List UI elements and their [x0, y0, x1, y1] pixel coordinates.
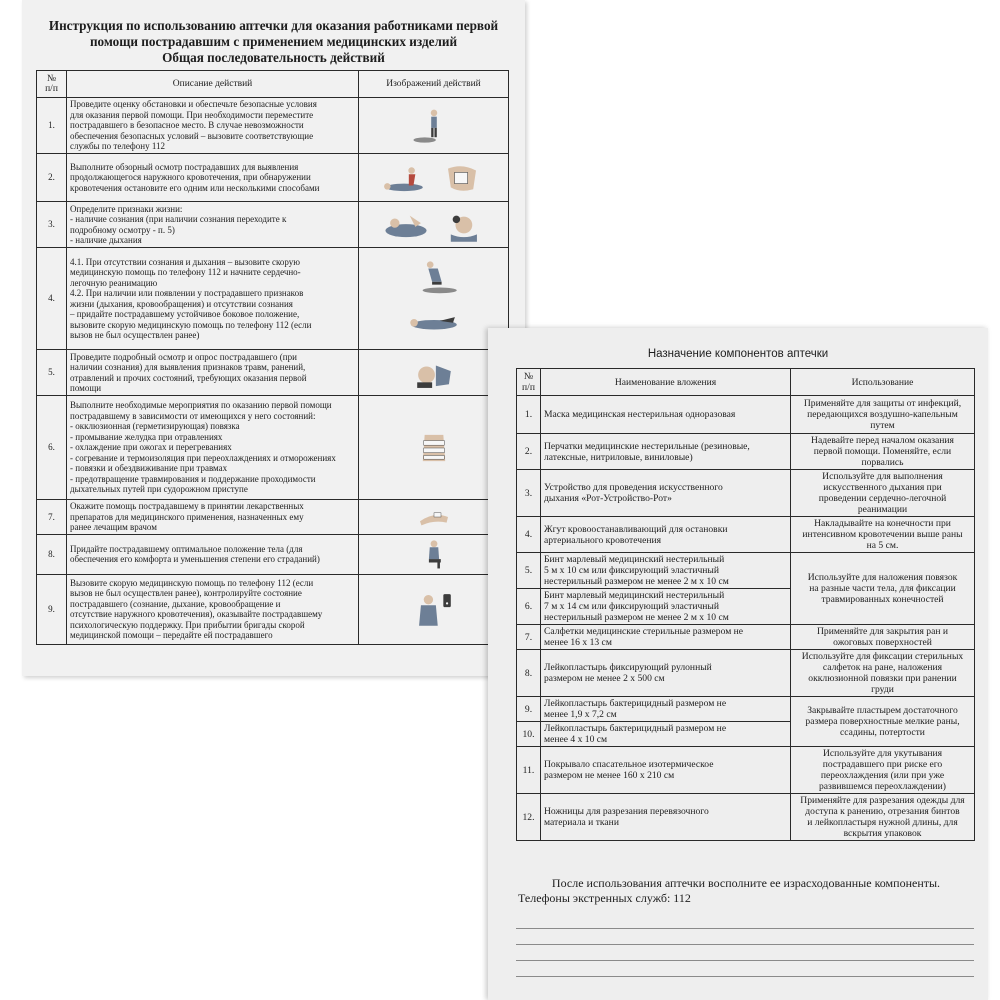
description-line: Окажите помощь пострадавшему в принятии лекарственных — [70, 501, 304, 511]
action-description — [67, 154, 359, 202]
name-line: Бинт марлевый медицинский нестерильный — [544, 590, 725, 601]
action-illustration — [359, 350, 509, 396]
description-line: отравлений и прочих состояний, требующих оказания первой — [70, 372, 307, 383]
component-name — [541, 722, 791, 747]
component-row — [517, 794, 975, 841]
header-use: Использование — [791, 369, 975, 396]
usage-line: интенсивном кровотечении выше раны — [802, 529, 963, 540]
name-line: Перчатки медицинские нестерильные (резиновые, — [544, 440, 750, 452]
action-row — [37, 396, 509, 500]
description-line: медицинскую помощь по телефону 112 и начните сердечно- — [70, 267, 301, 277]
sheet2-title: Назначение компонентов аптечки — [647, 348, 829, 360]
description-line: препаратов для медицинского применения, назначенных ему — [70, 511, 304, 522]
usage-line: Применяйте для закрытия ран и — [816, 626, 948, 637]
action-row — [37, 574, 509, 644]
component-usage — [791, 470, 975, 517]
action-row — [37, 534, 509, 574]
name-line: материала и ткани — [544, 817, 619, 828]
name-line: Покрывало спасательное изотермическое — [544, 759, 714, 770]
fill-line — [516, 944, 974, 945]
medicine-hand-figure — [406, 503, 462, 531]
description-line: - наличие сознания (при наличии сознания переходите к — [70, 214, 287, 224]
action-description — [67, 350, 359, 396]
component-row — [517, 470, 975, 517]
description-line: пострадавшего в безопасное место. В случае невозможности — [70, 120, 304, 131]
component-row — [517, 747, 975, 794]
component-name — [541, 697, 791, 722]
action-number: 7. — [37, 500, 67, 535]
action-number: 6. — [37, 396, 67, 500]
description-line: отсутствие наружного кровотечения), оказывайте пострадавшему — [70, 609, 323, 619]
name-line: Лейкопластырь бактерицидный размером не — [544, 723, 727, 734]
description-line: ранее лечащим врачом — [70, 522, 157, 532]
actions-header-row — [37, 71, 509, 98]
action-illustration — [359, 98, 509, 154]
action-description — [67, 534, 359, 574]
action-description — [67, 396, 359, 500]
description-line: - повязки и обездвиживание при травмах — [70, 463, 228, 474]
component-usage — [791, 625, 975, 650]
header-desc: Описание действий — [67, 71, 359, 98]
header-num-line: № — [46, 73, 57, 84]
description-line: пострадавшему в зависимости от имеющихся у него состояний: — [70, 410, 316, 421]
name-line: латексные, нитриловые, виниловые) — [544, 451, 693, 463]
component-number: 10. — [517, 722, 541, 747]
head-examination-figure — [406, 354, 462, 392]
usage-line: Применяйте для защиты от инфекций, — [803, 398, 962, 409]
description-line: службы по телефону 112 — [70, 141, 165, 152]
description-line: продолжающегося наружного кровотечения, при обнаружении — [70, 172, 311, 183]
usage-line: ожоговых поверхностей — [833, 637, 932, 648]
name-line: менее 1,9 х 7,2 см — [544, 709, 617, 720]
component-number: 3. — [517, 470, 541, 517]
bleeding-check-figure — [378, 159, 434, 197]
components-table — [516, 368, 975, 841]
action-illustration — [359, 202, 509, 248]
usage-line: вскрытия упаковок — [843, 828, 922, 839]
component-row — [517, 434, 975, 470]
component-usage — [791, 794, 975, 841]
usage-line: порвались — [861, 457, 904, 468]
component-usage — [791, 650, 975, 697]
usage-line: первой помощи. Поменяйте, если — [813, 446, 952, 457]
action-illustration — [359, 574, 509, 644]
component-number: 9. — [517, 697, 541, 722]
header-num-line: № — [523, 371, 534, 382]
description-line: подробному осмотру - п. 5) — [70, 224, 175, 235]
action-row — [37, 202, 509, 248]
description-line: кровотечения остановите его одним или несколькими способами — [70, 182, 320, 193]
name-line: 7 м х 14 см или фиксирующий эластичный — [544, 601, 720, 612]
component-name — [541, 470, 791, 517]
header-num-line: п/п — [45, 84, 58, 94]
description-line: 4.2. При наличии или появлении у пострадавшего признаков — [70, 288, 304, 298]
kit-components-sheet — [488, 328, 988, 1000]
component-name — [541, 650, 791, 697]
name-line: дыхания «Рот-Устройство-Рот» — [544, 493, 672, 504]
action-illustration — [359, 534, 509, 574]
name-line: Лейкопластырь фиксирующий рулонный — [544, 662, 712, 673]
name-line: артериального кровотечения — [544, 534, 662, 546]
name-line: Салфетки медицинские стерильные размером не — [544, 626, 744, 637]
name-line: Жгут кровоостанавливающий для остановки — [544, 523, 728, 535]
usage-line: ссадины, потертости — [840, 727, 925, 738]
action-row — [37, 248, 509, 350]
emergency-phones: Телефоны экстренных служб: 112 — [518, 891, 691, 905]
description-line: Проведите подробный осмотр и опрос пострадавшего (при — [70, 351, 297, 362]
name-line: нестерильный размером не менее 2 м х 10 см — [544, 612, 729, 623]
description-line: Проведите оценку обстановки и обеспечьте безопасные условия — [70, 99, 317, 110]
action-illustration — [359, 154, 509, 202]
action-description — [67, 248, 359, 350]
name-line: размером не менее 2 х 500 см — [544, 673, 665, 684]
component-number: 5. — [517, 553, 541, 589]
description-line: для оказания первой помощи. При необходимости переместите — [70, 109, 314, 120]
header-num — [37, 71, 67, 98]
usage-line: окклюзионной повязки при ранении — [808, 673, 957, 684]
usage-line: размера поверхностные мелкие раны, — [805, 716, 960, 727]
component-name — [541, 434, 791, 470]
usage-line: Используйте для укутывания — [822, 748, 943, 759]
component-usage — [791, 697, 975, 747]
usage-line: груди — [871, 684, 894, 695]
action-description — [67, 574, 359, 644]
pressure-bandage-figure — [434, 159, 490, 197]
bandaged-torso-figure — [406, 429, 462, 467]
component-name — [541, 396, 791, 434]
cpr-figure — [403, 259, 465, 297]
action-row — [37, 350, 509, 396]
description-line: обеспечения безопасных условий – вызовите соответствующие — [70, 130, 314, 141]
usage-line: Применяйте для разрезания одежды для — [800, 795, 965, 806]
phone-call-figure — [406, 590, 462, 628]
description-line: – придайте пострадавшему устойчивое боковое положение, — [70, 309, 300, 319]
component-usage — [791, 396, 975, 434]
name-line: Ножницы для разрезания перевязочного — [544, 806, 709, 817]
name-line: 5 м х 10 см или фиксирующий эластичный — [544, 565, 720, 576]
component-number: 7. — [517, 625, 541, 650]
description-line: жизни (дыхания, кровообращения) и отсутствии сознания — [70, 298, 293, 309]
usage-line: реанимации — [857, 504, 908, 515]
description-line: Вызовите скорую медицинскую помощь по телефону 112 (если — [70, 577, 314, 588]
usage-line: травмированных конечностей — [821, 594, 944, 605]
title-line: Инструкция по использованию аптечки для оказания работниками первой — [48, 18, 499, 33]
name-line: Бинт марлевый медицинский нестерильный — [544, 554, 725, 565]
usage-line: пострадавшего при риске его — [822, 759, 943, 770]
usage-line: на разные части тела, для фиксации — [809, 583, 956, 594]
usage-line: и лейкопластыря нужной длины, для — [807, 817, 958, 828]
usage-line: салфеток на ране, наложения — [822, 662, 943, 673]
components-header-row — [517, 369, 975, 396]
component-name — [541, 625, 791, 650]
usage-line: Надевайте перед началом оказания — [811, 435, 954, 446]
usage-line: Закрывайте пластырем достаточного — [807, 705, 958, 716]
action-row — [37, 500, 509, 535]
description-line: обеспечения его комфорта и уменьшения степени его страданий) — [70, 554, 320, 564]
component-name — [541, 517, 791, 553]
name-line: Устройство для проведения искусственного — [544, 482, 723, 493]
description-line: дыхательных путей при судорожном приступе — [70, 484, 248, 495]
description-line: Выполните необходимые мероприятия по оказанию первой помощи — [70, 400, 332, 411]
instruction-sheet-actions — [22, 0, 525, 676]
seated-victim-figure — [406, 537, 462, 571]
description-line: Выполните обзорный осмотр пострадавших для выявления — [70, 161, 299, 172]
component-row — [517, 396, 975, 434]
action-number: 1. — [37, 98, 67, 154]
component-name — [541, 747, 791, 794]
action-number: 9. — [37, 574, 67, 644]
actions-table — [36, 70, 509, 645]
component-row — [517, 517, 975, 553]
fill-line — [516, 960, 974, 961]
name-line: нестерильный размером не менее 2 м х 10 см — [544, 576, 729, 587]
description-line: вызов не был осуществлен ранее), контролируйте состояние — [70, 588, 302, 598]
usage-line: Используйте для наложения повязок — [807, 572, 958, 583]
usage-line: переохлаждения (или при уже — [820, 770, 945, 781]
description-line: легочную реанимацию — [70, 277, 158, 288]
description-line: Определите признаки жизни: — [70, 203, 183, 214]
header-img: Изображений действий — [359, 71, 509, 98]
component-number: 2. — [517, 434, 541, 470]
recovery-position-figure — [403, 300, 465, 338]
header-num — [517, 369, 541, 396]
component-name — [541, 553, 791, 589]
name-line: Маска медицинская нестерильная одноразовая — [544, 409, 736, 420]
action-number: 2. — [37, 154, 67, 202]
usage-line: доступа к ранению, отрезания бинтов — [805, 806, 960, 817]
component-usage — [791, 434, 975, 470]
component-row — [517, 553, 975, 589]
sheet1-title — [22, 18, 525, 66]
action-number: 5. — [37, 350, 67, 396]
consciousness-check-figure — [378, 206, 434, 244]
action-illustration — [359, 500, 509, 535]
fill-line — [516, 976, 974, 977]
action-description — [67, 500, 359, 535]
usage-line: передающихся воздушно-капельным — [807, 409, 958, 420]
name-line: менее 16 х 13 см — [544, 637, 612, 648]
description-line: медицинской помощи – передайте ей пострадавшего — [70, 630, 273, 640]
description-line: - предотвращение травмирования и поддержание проходимости — [70, 473, 316, 484]
component-number: 12. — [517, 794, 541, 841]
component-name — [541, 794, 791, 841]
description-line: 4.1. При отсутствии сознания и дыхания – вызовите скорую — [70, 256, 301, 267]
description-line: - окклюзионная (герметизирующая) повязка — [70, 421, 240, 432]
name-line: Лейкопластырь бактерицидный размером не — [544, 698, 727, 709]
action-illustration — [359, 396, 509, 500]
action-illustration — [359, 248, 509, 350]
description-line: наличии сознания) для выявления признаков травм, ранений, — [70, 362, 306, 372]
action-description — [67, 98, 359, 154]
usage-line: путем — [870, 420, 895, 431]
component-row — [517, 650, 975, 697]
name-line: менее 4 х 10 см — [544, 734, 608, 745]
description-line: вызов не был осуществлен ранее) — [70, 330, 200, 340]
component-row — [517, 625, 975, 650]
rescuer-moving-victim-figure — [406, 107, 462, 145]
usage-line: Используйте для фиксации стерильных — [801, 651, 964, 662]
action-number: 4. — [37, 248, 67, 350]
restock-note: После использования аптечки восполните ее израсходованные компоненты. — [551, 876, 941, 890]
usage-line: Накладывайте на конечности при — [814, 518, 951, 529]
breathing-check-figure — [434, 206, 490, 244]
description-line: психологическую поддержку. При прибытии бригады скорой — [70, 619, 305, 630]
name-line: размером не менее 160 х 210 см — [544, 770, 675, 781]
action-number: 3. — [37, 202, 67, 248]
description-line: - охлаждение при ожогах и перегреваниях — [70, 442, 232, 453]
title-line: помощи пострадавшим с применением медицинских изделий — [89, 34, 458, 49]
description-line: Придайте пострадавшему оптимальное положение тела (для — [70, 543, 303, 554]
description-line: - согревание и термоизоляция при переохлаждениях и отморожениях — [70, 452, 336, 463]
action-description — [67, 202, 359, 248]
component-number: 11. — [517, 747, 541, 794]
component-number: 1. — [517, 396, 541, 434]
fill-line — [516, 928, 974, 929]
component-number: 4. — [517, 517, 541, 553]
component-row — [517, 697, 975, 722]
description-line: - промывание желудка при отравлениях — [70, 431, 223, 442]
title-line: Общая последовательность действий — [162, 50, 385, 65]
description-line: вызовите скорую медицинскую помощь по телефону 112 (если — [70, 319, 312, 330]
sheet2-footer — [518, 876, 974, 906]
action-row — [37, 98, 509, 154]
component-usage — [791, 517, 975, 553]
usage-line: развившемся переохлаждении) — [818, 781, 947, 792]
usage-line: Используйте для выполнения — [822, 471, 943, 482]
action-row — [37, 154, 509, 202]
usage-line: искусственного дыхания при — [823, 482, 942, 493]
component-number: 6. — [517, 589, 541, 625]
header-name: Наименование вложения — [541, 369, 791, 396]
description-line: - наличие дыхания — [70, 235, 142, 245]
header-num-line: п/п — [522, 382, 535, 393]
component-usage — [791, 553, 975, 625]
component-number: 8. — [517, 650, 541, 697]
description-line: пострадавшего (сознание, дыхание, кровообращение и — [70, 598, 281, 609]
usage-line: на 5 см. — [866, 540, 899, 551]
component-usage — [791, 747, 975, 794]
description-line: помощи — [70, 383, 102, 393]
usage-line: проведении сердечно-легочной — [818, 493, 947, 504]
component-name — [541, 589, 791, 625]
action-number: 8. — [37, 534, 67, 574]
